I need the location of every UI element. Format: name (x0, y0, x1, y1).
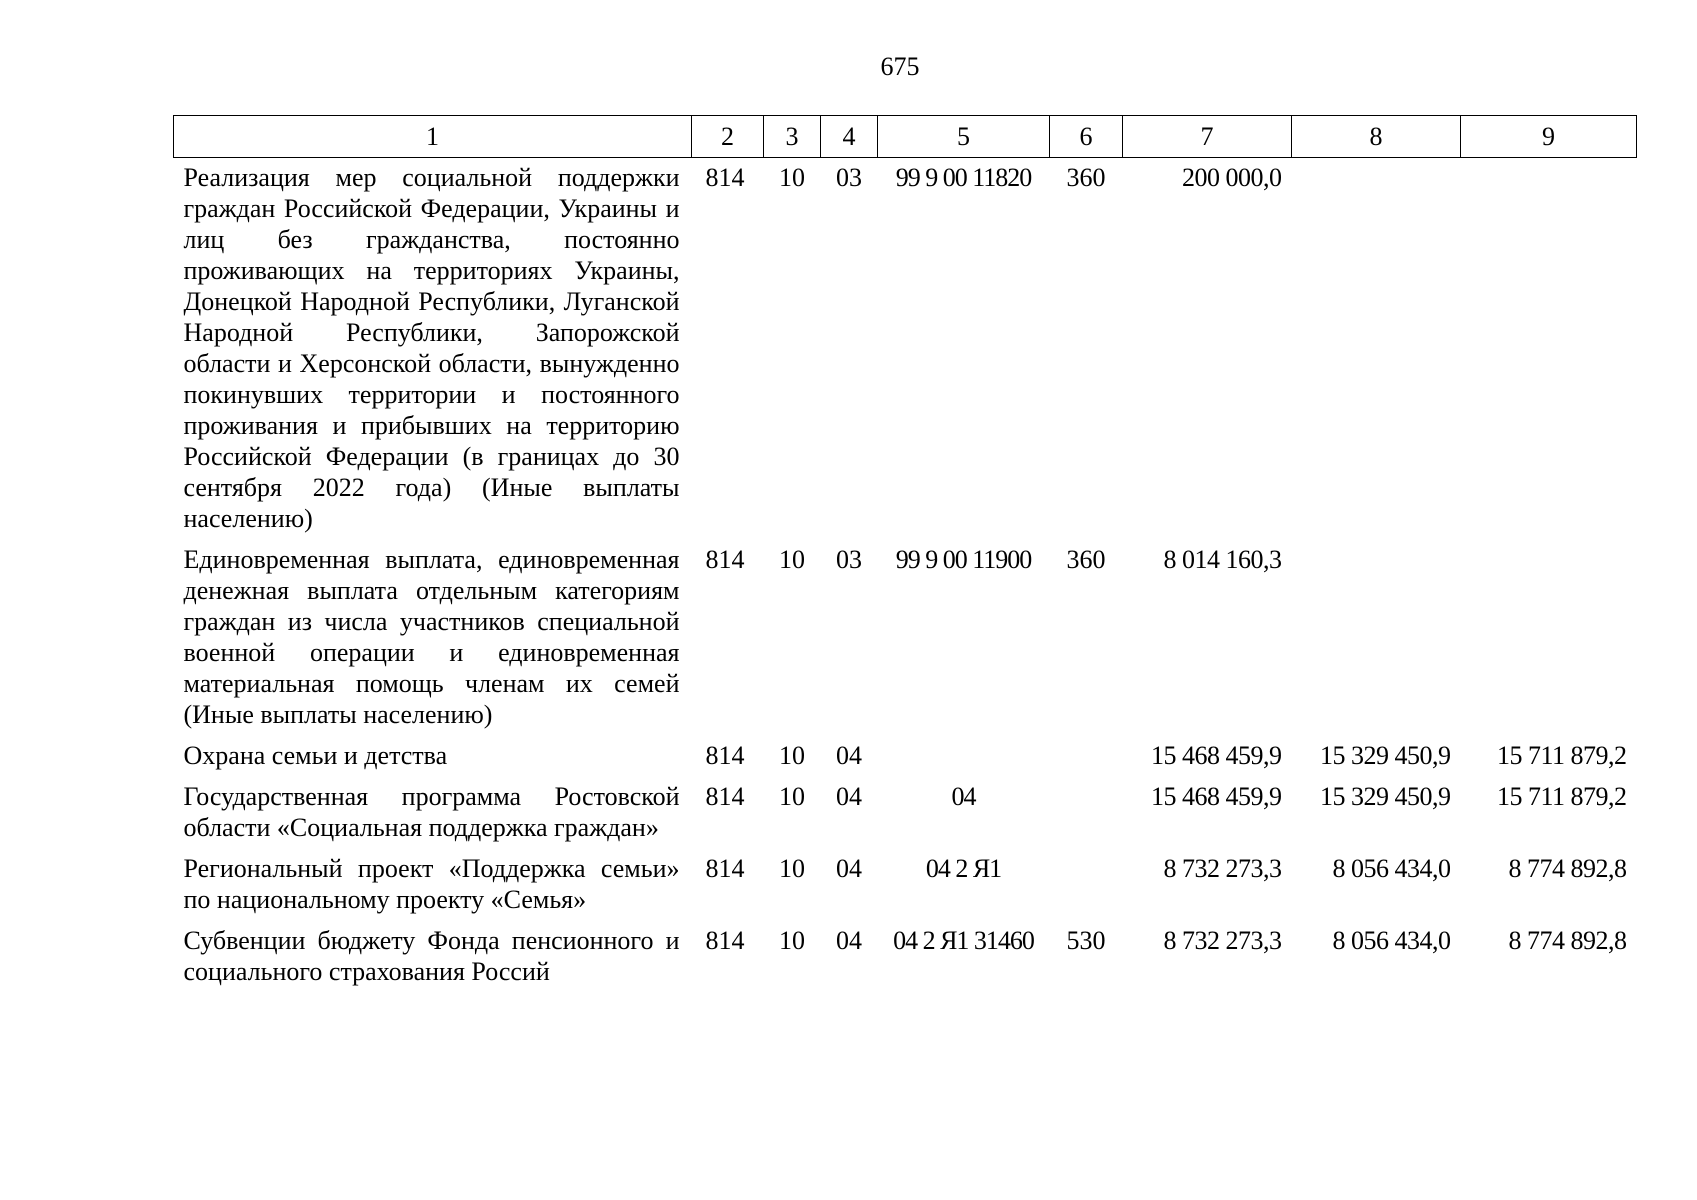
amount-col-7: 15 468 459,9 (1151, 741, 1282, 770)
target-article-code: 99 9 00 11820 (895, 163, 1032, 192)
ministry-code: 814 (705, 926, 745, 955)
expense-type-code: 360 (1066, 163, 1106, 192)
table-row (174, 771, 1637, 843)
subsection-code: 04 (836, 854, 862, 883)
column-header: 2 (692, 116, 764, 158)
ministry-code: 814 (705, 163, 745, 192)
table-row (174, 843, 1637, 915)
ministry-code: 814 (705, 782, 745, 811)
column-header: 6 (1050, 116, 1123, 158)
row-name: Реализация мер социальной поддержки граждан Российской Федерации, Украины и лиц без гражданства, постоянно проживающих на территориях Украины, Донецкой Народной Республики, Луганской Народной Республики, Запорожской области и Херсонской области, вынужденно покинувших территории и постоянного проживания и прибывших на территорию Российской Федерации (в границах до 30 сентября 2022 года) (Иные выплаты населению) (183, 163, 680, 533)
expense-type-code (1050, 730, 1123, 771)
column-header: 4 (821, 116, 878, 158)
target-article-code: 04 2 Я1 31460 (893, 926, 1034, 955)
subsection-code: 04 (836, 782, 862, 811)
amount-col-9 (1461, 158, 1637, 535)
target-article-code: 04 (951, 782, 976, 811)
amount-col-8: 15 329 450,9 (1320, 741, 1451, 770)
amount-col-9: 8 774 892,8 (1508, 926, 1627, 955)
section-code: 10 (779, 545, 805, 574)
section-code: 10 (779, 741, 805, 770)
amount-col-8 (1292, 534, 1461, 730)
column-header: 9 (1461, 116, 1637, 158)
amount-col-8: 8 056 434,0 (1332, 926, 1451, 955)
column-header: 8 (1292, 116, 1461, 158)
section-code: 10 (779, 854, 805, 883)
row-name: Государственная программа Ростовской области «Социальная поддержка граждан» (183, 782, 680, 842)
amount-col-7: 15 468 459,9 (1151, 782, 1282, 811)
target-article-code (878, 730, 1050, 771)
subsection-code: 03 (836, 163, 862, 192)
table-row (174, 730, 1637, 771)
row-name: Охрана семьи и детства (183, 741, 448, 770)
column-header: 3 (764, 116, 821, 158)
subsection-code: 04 (836, 741, 862, 770)
ministry-code: 814 (705, 854, 745, 883)
column-header: 1 (174, 116, 692, 158)
expense-type-code: 360 (1066, 545, 1106, 574)
amount-col-7: 8 732 273,3 (1163, 854, 1282, 883)
page-number: 675 (880, 52, 920, 81)
table-row (174, 158, 1637, 535)
amount-col-9: 15 711 879,2 (1496, 741, 1627, 770)
column-header: 7 (1123, 116, 1292, 158)
amount-col-7: 8 014 160,3 (1163, 545, 1282, 574)
amount-col-8: 15 329 450,9 (1320, 782, 1451, 811)
row-name: Региональный проект «Поддержка семьи» по национальному проекту «Семья» (183, 854, 680, 914)
amount-col-8 (1292, 158, 1461, 535)
section-code: 10 (779, 926, 805, 955)
subsection-code: 04 (836, 926, 862, 955)
column-header: 5 (878, 116, 1050, 158)
row-name: Субвенции бюджету Фонда пенсионного и социального страхования Россий (183, 926, 680, 986)
target-article-code: 99 9 00 11900 (895, 545, 1032, 574)
expense-type-code: 530 (1066, 926, 1106, 955)
amount-col-9 (1461, 534, 1637, 730)
amount-col-7: 8 732 273,3 (1163, 926, 1282, 955)
ministry-code: 814 (705, 741, 745, 770)
expense-type-code (1050, 843, 1123, 915)
ministry-code: 814 (705, 545, 745, 574)
subsection-code: 03 (836, 545, 862, 574)
section-code: 10 (779, 163, 805, 192)
table-header-row (174, 116, 1637, 158)
table-row (174, 534, 1637, 730)
section-code: 10 (779, 782, 805, 811)
row-name: Единовременная выплата, единовременная денежная выплата отдельным категориям граждан из числа участников специальной военной операции и единовременная материальная помощь членам их семей (Иные выплаты населению) (183, 545, 680, 729)
target-article-code: 04 2 Я1 (925, 854, 1002, 883)
amount-col-7: 200 000,0 (1182, 163, 1282, 192)
amount-col-9: 15 711 879,2 (1496, 782, 1627, 811)
budget-table (173, 115, 1637, 987)
amount-col-9: 8 774 892,8 (1508, 854, 1627, 883)
table-row (174, 915, 1637, 987)
amount-col-8: 8 056 434,0 (1332, 854, 1451, 883)
expense-type-code (1050, 771, 1123, 843)
